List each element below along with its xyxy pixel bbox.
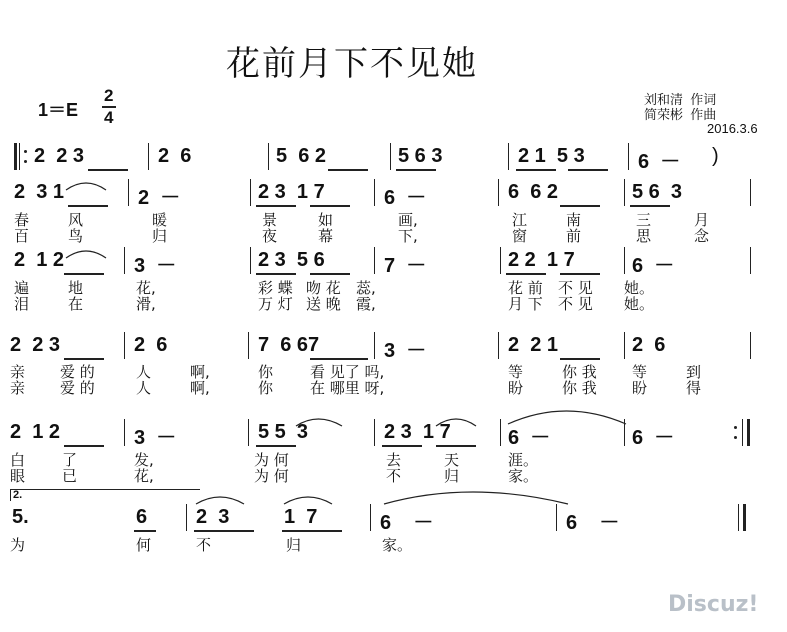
- barline: [624, 419, 625, 446]
- beam: [382, 445, 422, 447]
- measure-notes: 2 1 2: [10, 421, 61, 443]
- beam: [436, 445, 476, 447]
- lyric-syllable: 在 哪里 呀,: [310, 379, 385, 397]
- lyric-syllable: 不 见: [558, 279, 593, 297]
- lyric-syllable: 你 我: [562, 363, 597, 381]
- lyric-syllable: 暖: [152, 211, 168, 229]
- beam: [88, 169, 128, 171]
- measure-notes: 2 6: [158, 145, 192, 167]
- lyric-syllable: 万 灯: [258, 295, 293, 313]
- barline: [268, 143, 269, 170]
- barline: [186, 504, 187, 531]
- measure-notes: 2 2 1 7: [508, 249, 575, 271]
- beam: [64, 358, 104, 360]
- repeat-end-barline: [747, 419, 750, 446]
- barline: [124, 419, 125, 446]
- lyric-syllable: 啊,: [190, 379, 210, 397]
- measure-notes: 5 6 3: [632, 181, 683, 203]
- lyric-syllable: 地: [68, 279, 84, 297]
- lyric-syllable: 不: [386, 467, 402, 485]
- lyric-syllable: 彩 蝶: [258, 279, 293, 297]
- measure-notes: 6 6 2: [508, 181, 559, 203]
- barline: [374, 179, 375, 206]
- lyric-syllable: 涯。: [508, 451, 539, 469]
- measure-notes: 6 －: [508, 427, 551, 449]
- beam: [256, 445, 296, 447]
- lyric-syllable: 等: [508, 363, 524, 381]
- lyric-syllable: 得: [686, 379, 702, 397]
- slur: [384, 492, 568, 504]
- time-signature-top: 2: [104, 86, 114, 105]
- measure-notes: 6 －: [380, 512, 434, 534]
- lyric-syllable: 在: [68, 295, 84, 313]
- beam: [64, 273, 104, 275]
- barline: [624, 179, 625, 206]
- barline: [250, 179, 251, 206]
- lyric-syllable: 了: [62, 451, 78, 469]
- barline: [624, 247, 625, 274]
- lyric-syllable: 月 下: [508, 295, 543, 313]
- lyric-syllable: 你: [258, 363, 274, 381]
- watermark-logo: Discuz!: [668, 592, 759, 617]
- lyric-syllable: 家。: [508, 467, 539, 485]
- measure-notes: 2 －: [138, 187, 181, 209]
- barline: [498, 332, 499, 359]
- beam: [396, 169, 436, 171]
- date-credit: 2016.3.6: [707, 121, 758, 136]
- slur: [196, 497, 244, 504]
- lyric-syllable: 啊,: [190, 363, 210, 381]
- measure-notes: 2 3 5 6: [258, 249, 325, 271]
- lyric-syllable: 江: [512, 211, 528, 229]
- lyric-syllable: 归: [444, 467, 460, 485]
- barline: [124, 247, 125, 274]
- measure-notes: 2 2 3: [10, 334, 61, 356]
- bracket-close: ): [712, 145, 719, 167]
- lyric-syllable: 思: [636, 227, 652, 245]
- measure-notes: 2 6: [632, 334, 666, 356]
- barline: [500, 247, 501, 274]
- barline: [374, 247, 375, 274]
- beam: [560, 205, 600, 207]
- lyric-syllable: 鸟: [68, 227, 84, 245]
- lyric-syllable: 送 晚: [306, 295, 341, 313]
- song-title: 花前月下不见她: [226, 44, 478, 84]
- final-barline: [743, 504, 746, 531]
- barline: [374, 419, 375, 446]
- measure-notes: 5.: [12, 506, 29, 528]
- barline: [250, 247, 251, 274]
- measure-notes: 3 －: [134, 427, 177, 449]
- beam: [310, 358, 368, 360]
- lyric-syllable: 幕: [318, 227, 334, 245]
- barline: [628, 143, 629, 170]
- barline: [128, 179, 129, 206]
- lyric-syllable: 念: [694, 227, 710, 245]
- barline: [498, 179, 499, 206]
- lyric-syllable: 景: [262, 211, 278, 229]
- slur: [66, 183, 106, 190]
- composer-credit: 简荣彬 作曲: [644, 107, 717, 122]
- measure-notes: 7 6 67: [258, 334, 320, 356]
- beam: [256, 205, 296, 207]
- lyric-syllable: 为 何: [254, 451, 289, 469]
- lyric-syllable: 风: [68, 211, 84, 229]
- measure-notes: 5 6 3: [398, 145, 443, 167]
- beam: [516, 169, 556, 171]
- barline: [148, 143, 149, 170]
- barline: [624, 332, 625, 359]
- measure-notes: 3 －: [134, 255, 177, 277]
- lyric-syllable: 不 见: [558, 295, 593, 313]
- lyric-syllable: 花 前: [508, 279, 543, 297]
- repeat-dot: [24, 160, 27, 163]
- beam: [134, 530, 156, 532]
- barline: [248, 332, 249, 359]
- lyric-syllable: 花,: [134, 467, 154, 485]
- beam: [630, 205, 670, 207]
- barline: [500, 419, 501, 446]
- slur: [284, 497, 332, 504]
- beam: [560, 273, 600, 275]
- lyric-syllable: 她。: [624, 295, 655, 313]
- lyric-syllable: 等: [632, 363, 648, 381]
- lyric-syllable: 遍: [14, 279, 30, 297]
- lyric-syllable: 眼: [10, 467, 26, 485]
- beam: [560, 358, 600, 360]
- beam: [310, 205, 350, 207]
- measure-notes: 2 1 5 3: [518, 145, 585, 167]
- repeat-dot: [24, 150, 27, 153]
- barline: [370, 504, 371, 531]
- lyric-syllable: 夜: [262, 227, 278, 245]
- measure-notes: 6: [136, 506, 148, 528]
- barline: [508, 143, 509, 170]
- lyric-syllable: 花,: [136, 279, 156, 297]
- lyric-syllable: 下,: [398, 227, 418, 245]
- slur: [66, 251, 106, 258]
- lyric-syllable: 爱 的: [60, 363, 95, 381]
- beam: [68, 205, 108, 207]
- repeat-start-thin: [19, 143, 20, 170]
- beam: [64, 445, 104, 447]
- lyric-syllable: 滑,: [136, 295, 156, 313]
- repeat-start-barline: [14, 143, 17, 170]
- lyric-syllable: 去: [386, 451, 402, 469]
- lyric-syllable: 吻 花: [306, 279, 341, 297]
- barline: [750, 179, 751, 206]
- measure-notes: 7 －: [384, 255, 427, 277]
- lyric-syllable: 如: [318, 211, 334, 229]
- measure-notes: 6 －: [638, 151, 681, 173]
- barline: [750, 332, 751, 359]
- lyric-syllable: 盼: [632, 379, 648, 397]
- key-signature: 1＝E: [38, 100, 79, 120]
- lyric-syllable: 白: [10, 451, 26, 469]
- lyricist-credit: 刘和清 作词: [644, 92, 717, 107]
- final-barline-thin: [738, 504, 739, 531]
- lyric-syllable: 百: [14, 227, 30, 245]
- barline: [750, 247, 751, 274]
- second-ending-label: 2.: [13, 489, 23, 501]
- lyric-syllable: 亲: [10, 363, 26, 381]
- lyric-syllable: 人: [136, 379, 152, 397]
- barline: [248, 419, 249, 446]
- measure-notes: 6 －: [632, 427, 675, 449]
- beam: [328, 169, 368, 171]
- measure-notes: 2 3: [196, 506, 230, 528]
- measure-notes: 6 －: [384, 187, 427, 209]
- measure-notes: 5 5 3: [258, 421, 309, 443]
- lyric-syllable: 你: [258, 379, 274, 397]
- barline: [124, 332, 125, 359]
- lyric-syllable: 窗: [512, 227, 528, 245]
- lyric-syllable: 人: [136, 363, 152, 381]
- volta-bracket-hook: [10, 489, 11, 501]
- repeat-dot: [734, 426, 737, 429]
- measure-notes: 1 7: [284, 506, 318, 528]
- lyric-syllable: 前: [566, 227, 582, 245]
- lyric-syllable: 南: [566, 211, 582, 229]
- beam: [568, 169, 608, 171]
- lyric-syllable: 到: [686, 363, 702, 381]
- lyric-syllable: 家。: [382, 536, 413, 554]
- lyric-syllable: 她。: [624, 279, 655, 297]
- measure-notes: 2 1 2: [14, 249, 65, 271]
- beam: [256, 273, 296, 275]
- lyric-syllable: 蕊,: [356, 279, 376, 297]
- lyric-syllable: 已: [62, 467, 78, 485]
- measure-notes: 6 －: [632, 255, 675, 277]
- beam: [282, 530, 342, 532]
- barline: [556, 504, 557, 531]
- lyric-syllable: 发,: [134, 451, 154, 469]
- volta-bracket-line: [10, 489, 200, 490]
- measure-notes: 2 6: [134, 334, 168, 356]
- measure-notes: 3 －: [384, 340, 427, 362]
- lyric-syllable: 何: [136, 536, 152, 554]
- measure-notes: 5 6 2: [276, 145, 327, 167]
- lyric-syllable: 亲: [10, 379, 26, 397]
- barline: [374, 332, 375, 359]
- measure-notes: 6 －: [566, 512, 620, 534]
- measure-notes: 2 3 1 7: [258, 181, 325, 203]
- time-signature-bottom: 4: [104, 108, 114, 127]
- barline: [390, 143, 391, 170]
- repeat-dot: [734, 436, 737, 439]
- lyric-syllable: 爱 的: [60, 379, 95, 397]
- measure-notes: 2 3 1 7: [384, 421, 451, 443]
- beam: [194, 530, 254, 532]
- lyric-syllable: 你 我: [562, 379, 597, 397]
- measure-notes: 2 3 1: [14, 181, 65, 203]
- measure-notes: 2 2 3: [34, 145, 85, 167]
- beam: [506, 273, 546, 275]
- lyric-syllable: 归: [286, 536, 302, 554]
- beam: [310, 273, 350, 275]
- repeat-end-thin: [742, 419, 743, 446]
- lyric-syllable: 天: [444, 451, 460, 469]
- measure-notes: 2 2 1: [508, 334, 559, 356]
- lyric-syllable: 盼: [508, 379, 524, 397]
- lyric-syllable: 看 见了 吗,: [310, 363, 385, 381]
- lyric-syllable: 归: [152, 227, 168, 245]
- lyric-syllable: 月: [694, 211, 710, 229]
- lyric-syllable: 画,: [398, 211, 418, 229]
- lyric-syllable: 为 何: [254, 467, 289, 485]
- lyric-syllable: 霞,: [356, 295, 376, 313]
- lyric-syllable: 泪: [14, 295, 30, 313]
- lyric-syllable: 三: [636, 211, 652, 229]
- lyric-syllable: 不: [196, 536, 212, 554]
- lyric-syllable: 春: [14, 211, 30, 229]
- lyric-syllable: 为: [10, 536, 26, 554]
